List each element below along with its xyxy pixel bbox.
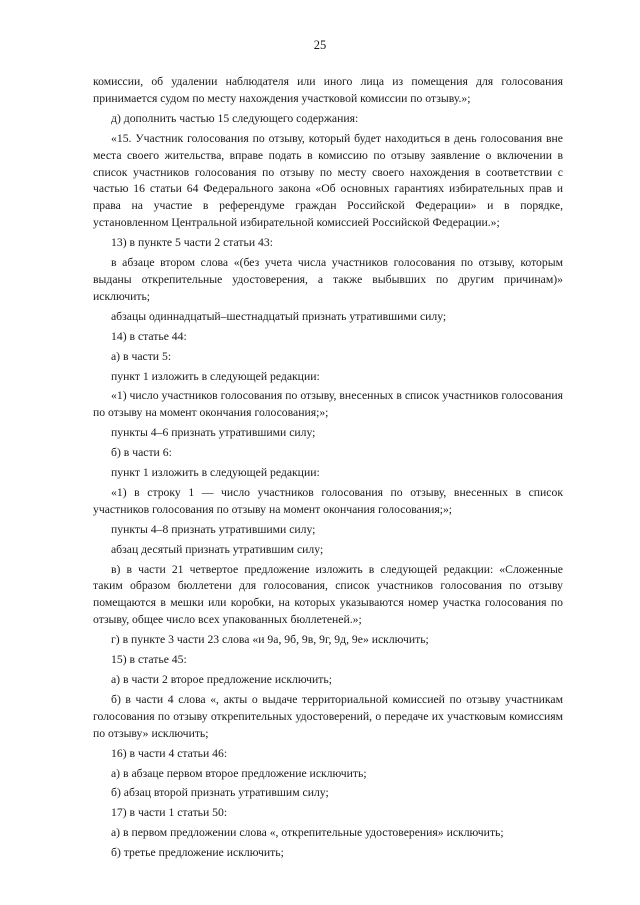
paragraph: пункты 4–6 признать утратившими силу;: [111, 426, 316, 440]
paragraph: в) в части 21 четвертое предложение изложить в следующей редакции: «Сложенные таким образом бюллетени для голосования, список участников голосования по отзыву помещаются в мешки или коробки, на которых указываются номер участка голосования по отзыву, общее число всех упакованных бюллетеней.»;: [93, 562, 563, 627]
paragraph: «1) число участников голосования по отзыву, внесенных в список участников голосования по отзыву на момент окончания голосования;»;: [93, 389, 563, 420]
paragraph: 17) в части 1 статьи 50:: [111, 806, 228, 820]
paragraph: абзац десятый признать утратившим силу;: [111, 542, 324, 556]
paragraph: а) в части 2 второе предложение исключить;: [111, 673, 332, 686]
paragraph: а) в абзаце первом второе предложение исключить;: [111, 766, 367, 780]
document-body: [93, 74, 563, 865]
paragraph: 15) в статье 45:: [111, 653, 187, 667]
paragraph: «15. Участник голосования по отзыву, который будет находиться в день голосования вне места своего жительства, вправе подать в комиссию по отзыву заявление о включении в список участников голосования по отзыву по месту своего нахождения в соответствии с частью 16 статьи 64 Федерального закона «Об основных гарантиях избирательных прав и права на участие в референдуме граждан Российской Федерации» и в порядке, установленном Центральной избирательной комиссией Российской Федерации.»;: [93, 131, 563, 230]
paragraph: пункт 1 изложить в следующей редакции:: [111, 466, 320, 480]
paragraph: «1) в строку 1 — число участников голосования по отзыву, внесенных в список участников голосования по отзыву на момент окончания голосования;»;: [93, 485, 563, 516]
paragraph: пункты 4–8 признать утратившими силу;: [111, 522, 316, 536]
page-number: 25: [313, 38, 327, 52]
paragraph: комиссии, об удалении наблюдателя или иного лица из помещения для голосования принимается судом по месту нахождения участковой комиссии по отзыву.»;: [93, 75, 563, 105]
paragraph: б) в части 4 слова «, акты о выдаче территориальной комиссией по отзыву участникам голосования по отзыву открепительных удостоверений, о передаче их участковым комиссиям по отзыву» исключить;: [93, 692, 563, 740]
paragraph: а) в первом предложении слова «, открепительные удостоверения» исключить;: [111, 826, 504, 840]
paragraph: д) дополнить частью 15 следующего содержания:: [111, 111, 359, 125]
paragraph: б) в части 6:: [111, 446, 172, 460]
paragraph: пункт 1 изложить в следующей редакции:: [111, 369, 320, 383]
paragraph: абзацы одиннадцатый–шестнадцатый признать утратившими силу;: [111, 309, 447, 323]
paragraph: 14) в статье 44:: [111, 329, 187, 343]
paragraph: г) в пункте 3 части 23 слова «и 9а, 9б, 9в, 9г, 9д, 9е» исключить;: [111, 633, 429, 647]
paragraph: а) в части 5:: [111, 349, 172, 363]
paragraph: 13) в пункте 5 части 2 статьи 43:: [111, 236, 273, 250]
paragraph: б) абзац второй признать утратившим силу;: [111, 786, 329, 800]
paragraph: 16) в части 4 статьи 46:: [111, 746, 228, 760]
paragraph: в абзаце втором слова «(без учета числа участников голосования по отзыву, которым выданы открепительные удостоверения, а также выбывших по другим причинам)» исключить;: [93, 256, 563, 303]
paragraph: б) третье предложение исключить;: [111, 846, 284, 860]
